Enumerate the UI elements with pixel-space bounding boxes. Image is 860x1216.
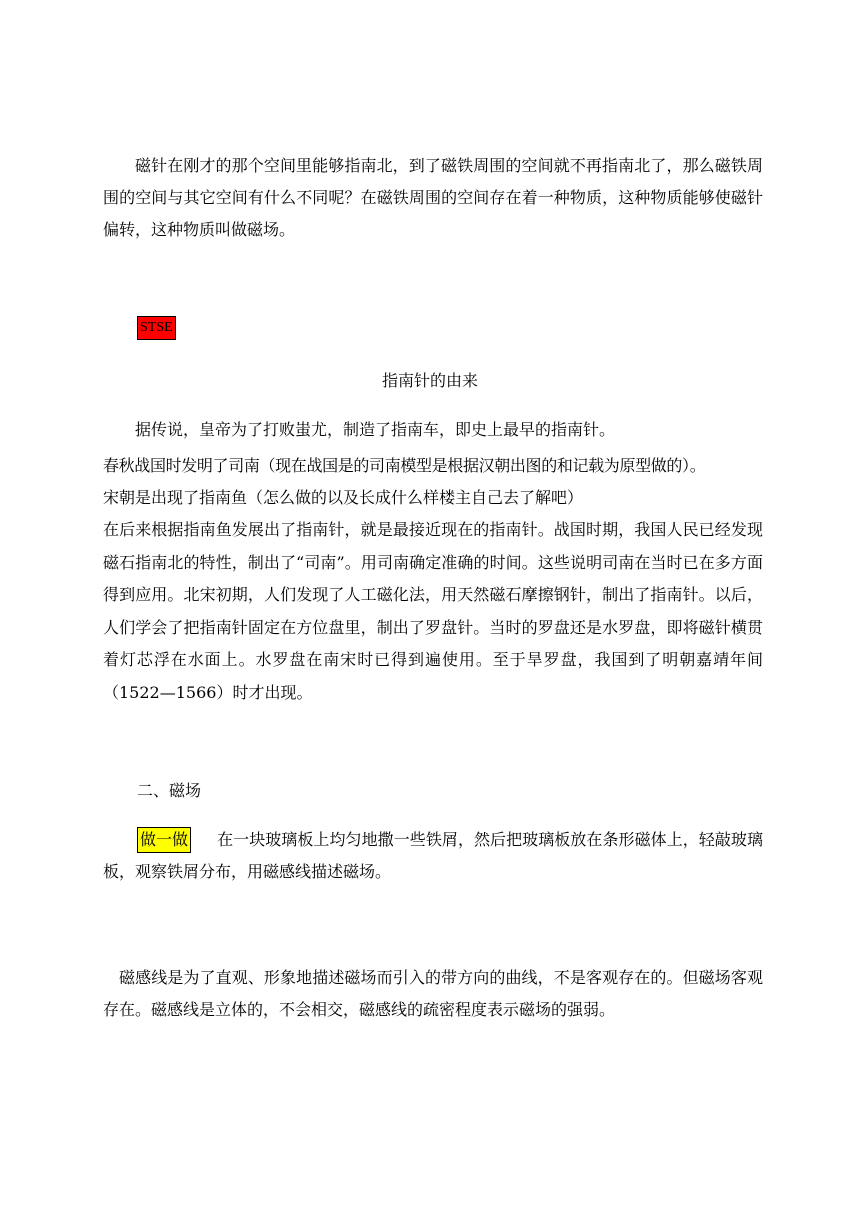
legend-line-1: 据传说，皇帝为了打败蚩尤，制造了指南车，即史上最早的指南针。	[135, 420, 616, 439]
field-lines-paragraph: 磁感线是为了直观、形象地描述磁场而引入的带方向的曲线，不是客观存在的。但磁场客观存在。磁感线是立体的，不会相交，磁感线的疏密程度表示磁场的强弱。	[103, 968, 763, 1019]
intro-paragraph: 磁针在刚才的那个空间里能够指南北，到了磁铁周围的空间就不再指南北了，那么磁铁周围的空间与其它空间有什么不同呢？在磁铁周围的空间存在着一种物质，这种物质能够使磁针偏转，这种物质叫做磁场。	[103, 156, 763, 239]
activity-tag: 做一做	[137, 827, 191, 853]
stse-tag: STSE	[137, 316, 176, 340]
section-heading: 二、磁场	[137, 781, 202, 800]
section-title: 指南针的由来	[381, 371, 478, 390]
legend-line-3: 宋朝是出现了指南鱼（怎么做的以及长成什么样楼主自己去了解吧）	[103, 488, 584, 507]
legend-line-2: 春秋战国时发明了司南（现在战国是的司南模型是根据汉朝出图的和记载为原型做的）。	[103, 456, 706, 475]
activity-text: 在一块玻璃板上均匀地撒一些铁屑，然后把玻璃板放在条形磁体上，轻敲玻璃板，观察铁屑分布，用磁感线描述磁场。	[103, 830, 763, 881]
activity-paragraph	[103, 824, 763, 888]
history-paragraph: 在后来根据指南鱼发展出了指南针，就是最接近现在的指南针。战国时期，我国人民已经发现磁石指南北的特性，制出了“司南”。用司南确定准确的时间。这些说明司南在当时已在多方面得到应用。北宋初期，人们发现了人工磁化法，用天然磁石摩擦钢针，制出了指南针。以后，人们学会了把指南针固定在方位盘里，制出了罗盘针。当时的罗盘还是水罗盘，即将磁针横贯着灯芯浮在水面上。水罗盘在南宋时已得到遍使用。至于旱罗盘，我国到了明朝嘉靖年间（1522—1566）时才出现。	[103, 520, 763, 702]
